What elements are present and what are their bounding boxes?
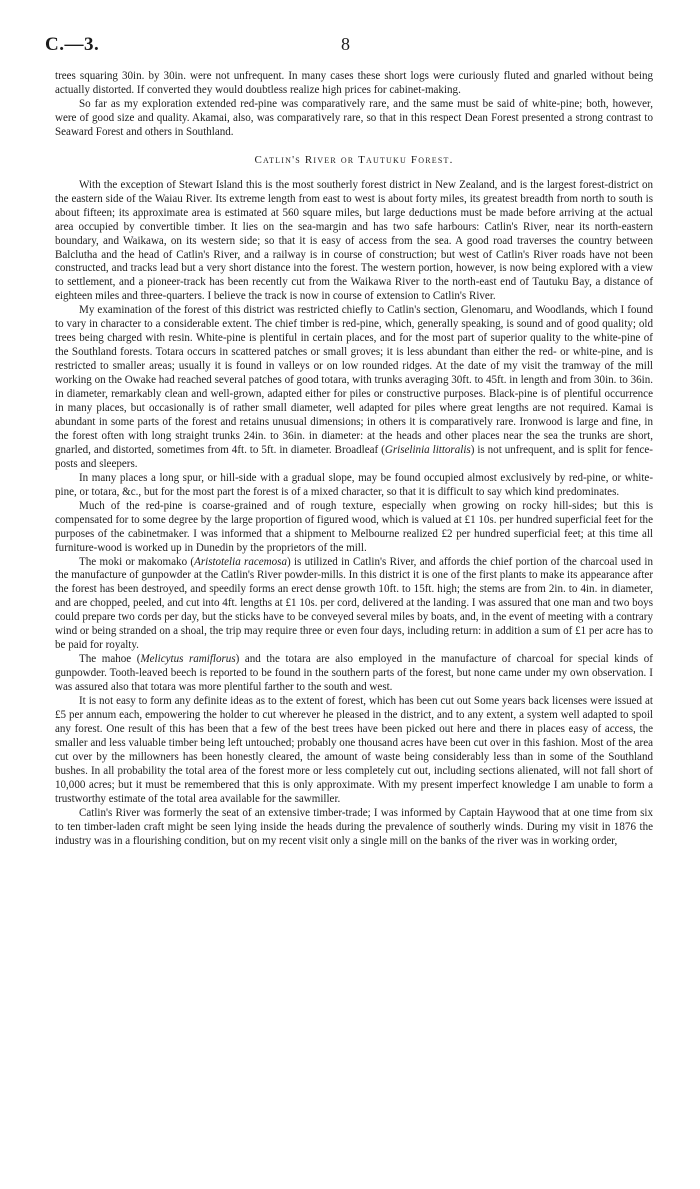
paragraph-text: ) and the totara are also employed in the manufacture of charcoal for special kinds of gunpowder. Tooth-leaved beech is reported to be found in the southern parts of the forest, but none came under my own observation. I was assured also that totara was more plentiful farther to the south and west. [55,653,653,694]
paragraph-pine-rarity: So far as my exploration extended red-pine was comparatively rare, and the same must be said of white-pine; both, however, were of good size and quality. Akamai, also, was comparatively rare, so that in this respect Dean Forest presented a strong contrast to Seaward Forest and others in Southland. [55,97,653,138]
paragraph-moki-charcoal [55,556,653,654]
paragraph-mahoe-charcoal [55,653,653,695]
paragraph-mixed-forest: In many places a long spur, or hill-side with a gradual slope, may be found occupied almost exclusively by red-pine, or white-pine, or totara, &c., but for the most part the forest is of a mixed character, so that it is difficult to say which kind predominates. [55,471,653,498]
paragraph-forest-extent: It is not easy to form any definite ideas as to the extent of forest, which has been cut out Some years back licenses were issued at £5 per annum each, empowering the holder to cut wherever he pleased in the district, and to any extent, a system well adapted to spoil any forest. One result of this has been that a few of the best trees have been picked out here and there in places easy of access, the smaller and less valuable timber being left untouched; probably one thousand acres have been cut over in this fashion. Most of the area cut over by the millowners has been honestly cleared, the amount of waste being considerably less than in some of the Southland bushes. In all probability the total area of the forest more or less completely cut out, including sections alienated, will not fall short of 10,000 acres; but it must be remembered that this is only approximate. With my present imperfect knowledge I am unable to form a trustworthy estimate of the total area available for the sawmiller. [55,695,653,805]
species-name: Melicytus ramiflorus [140,653,236,666]
paragraph-text: ) is utilized in Catlin's River, and affords the chief portion of the charcoal used in the manufacture of gunpowder at the Catlin's River powder-mills. In this district it is one of the first plants to make its appearance after the forest has been destroyed, and speedily forms an erect dense growth 10ft. to 15ft. high; the stems are from 2in. to 4in. in diameter, and are chopped, peeled, and cut into 4ft. lengths at £1 10s. per cord, delivered at the landing. I was assured that one man and two boys could prepare two cords per day, but the sticks have to be conveyed several miles by boats, and, in the event of meeting with a contrary wind or being stranded on a shoal, the trip may require three or even four days, including return: in addition a sum of £1 per acre has to be paid for royalty. [55,555,653,652]
paragraph-text: The moki or makomako ( [79,555,195,568]
paragraph-text: My examination of the forest of this district was restricted chiefly to Catlin's section, Glenomaru, and Woodlands, which I found to vary in character to a considerable extent. The chief timber is red-pine, which, generally speaking, is sound and of good quality; old trees being charged with resin. White-pine is plentiful in certain places, and for the most part of superior quality to the white-pine of the Southland forests. Totara occurs in scattered patches or small groves; it is less abundant than either the red- or white-pine, and is restricted to smaller areas; usually it is found in valleys or on low rounded ridges. At the date of my visit the tramway of the mill working on the Owake had reached several patches of good totara, with trunks averaging 30ft. to 45ft. in length and from 30in. to 36in. in diameter, remarkably clean and well-grown, adapted either for piles or constructive purposes. Black-pine is of plentiful occurrence in many places, but occasionally is of rather small diameter, well adapted for piles where great lengths are not required. Kamai is abundant in some parts of the forest and retains unusual dimensions; in others it is comparatively rare. Ironwood is large and fine, in the forest often with long straight trunks 24in. to 36in. in diameter: at the heads and other places near the sea the trunks are short, gnarled, and distorted, sometimes from 4ft. to 5ft. in diameter. Broadleaf ( [55,304,653,456]
paragraph-district-overview: With the exception of Stewart Island this is the most southerly forest district in New Zealand, and is the largest forest-district on the eastern side of the Waiau River. Its extreme length from east to west is about forty miles, its greatest breadth from north to south is about fifteen; its approximate area is estimated at 560 square miles, but large deductions must be made before arriving at the actual area occupied by convertible timber. It lies on the sea-margin and has two safe harbours: Catlin's River, near its north-eastern boundary, and Waikawa, on its western side; so that it is easy of access from the sea. A good road traverses the country between Balclutha and the head of Catlin's River, and a railway is in course of construction; but west of Catlin's River roads have not been constructed, and tracks lead but a very short distance into the forest. The western portion, however, is now being explored with a view to settlement, and a pioneer-track has been recently cut from the Waikawa River to the north-east end of Tautuku Bay, a distance of eighteen miles and three-quarters. I believe the track is now in course of extension to Catlin's River. [55,178,653,303]
document-reference: C.—3. [45,34,100,55]
page-header [45,34,653,64]
paragraph-continued: trees squaring 30in. by 30in. were not unfrequent. In many cases these short logs were curiously fluted and gnarled without being actually distorted. If converted they would doubtless realize high prices for cabinet-making. [55,70,653,96]
paragraph-text: ) is not unfrequent, and is split for fence-posts and sleepers. [55,443,653,470]
paragraph-text: The mahoe ( [79,653,141,666]
paragraph-timber-examination [55,304,653,471]
page-number: 8 [341,34,350,54]
paragraph-timber-trade: Catlin's River was formerly the seat of an extensive timber-trade; I was informed by Captain Haywood that at one time from six to ten timber-laden craft might be seen lying inside the heads during the prevalence of southerly winds. During my visit in 1876 the industry was in a flourishing condition, but on my recent visit only a single mill on the banks of the river was in working order, [55,806,653,847]
species-name: Griselinia littoralis [384,443,471,456]
species-name: Aristotelia racemosa [194,555,287,568]
paragraph-red-pine-value: Much of the red-pine is coarse-grained and of rough texture, especially when growing on rocky hill-sides; but this is compensated for to some degree by the large proportion of figured wood, which is valued at £1 10s. per hundred superficial feet for the purposes of the cabinetmaker. I was informed that a shipment to Melbourne realized £2 per hundred superficial feet; at this time all furniture-wood is worked up in Dunedin by the proprietors of the mill. [55,499,653,554]
document-page [45,34,653,849]
section-heading: Catlin's River or Tautuku Forest. [254,153,454,166]
